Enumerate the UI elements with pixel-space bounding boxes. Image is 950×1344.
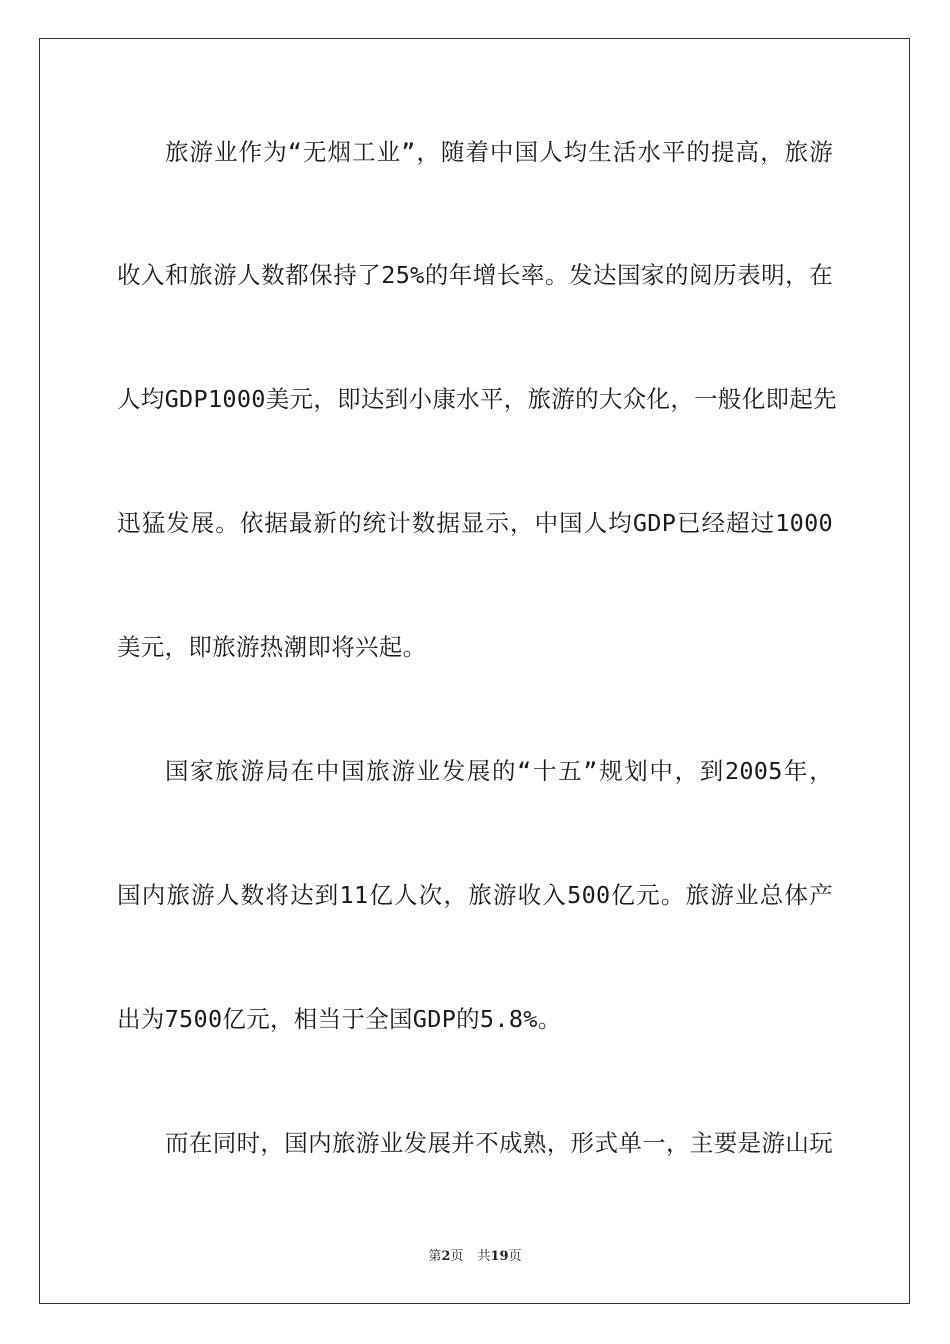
footer-page-number: 2 — [441, 1249, 451, 1264]
page-frame — [39, 38, 910, 1304]
paragraph-1-line-5: 美元，即旅游热潮即将兴起。 — [117, 633, 427, 661]
paragraph-2-line-2: 国内旅游人数将达到11亿人次，旅游收入500亿元。旅游业总体产 — [117, 881, 833, 909]
paragraph-1-line-1: 旅游业作为“无烟工业”，随着中国人均生活水平的提高，旅游 — [165, 138, 833, 166]
paragraph-2-line-3: 出为7500亿元，相当于全国GDP的5.8%。 — [117, 1005, 562, 1033]
page-footer — [0, 1248, 950, 1266]
footer-total-pages: 19 — [490, 1249, 509, 1264]
paragraph-3-line-1: 而在同时，国内旅游业发展并不成熟，形式单一，主要是游山玩 — [165, 1129, 833, 1157]
footer-page-prefix: 第 — [428, 1249, 442, 1264]
paragraph-1-line-2: 收入和旅游人数都保持了25%的年增长率。发达国家的阅历表明，在 — [117, 261, 833, 289]
footer-total-suffix: 页 — [508, 1249, 522, 1264]
footer-total-prefix: 共 — [477, 1249, 491, 1264]
paragraph-1-line-4: 迅猛发展。依据最新的统计数据显示，中国人均GDP已经超过1000 — [117, 509, 833, 537]
paragraph-1-line-3: 人均GDP1000美元，即达到小康水平，旅游的大众化，一般化即起先 — [117, 385, 837, 413]
paragraph-2-line-1: 国家旅游局在中国旅游业发展的“十五”规划中，到2005年， — [165, 757, 833, 785]
footer-page-suffix: 页 — [450, 1249, 464, 1264]
